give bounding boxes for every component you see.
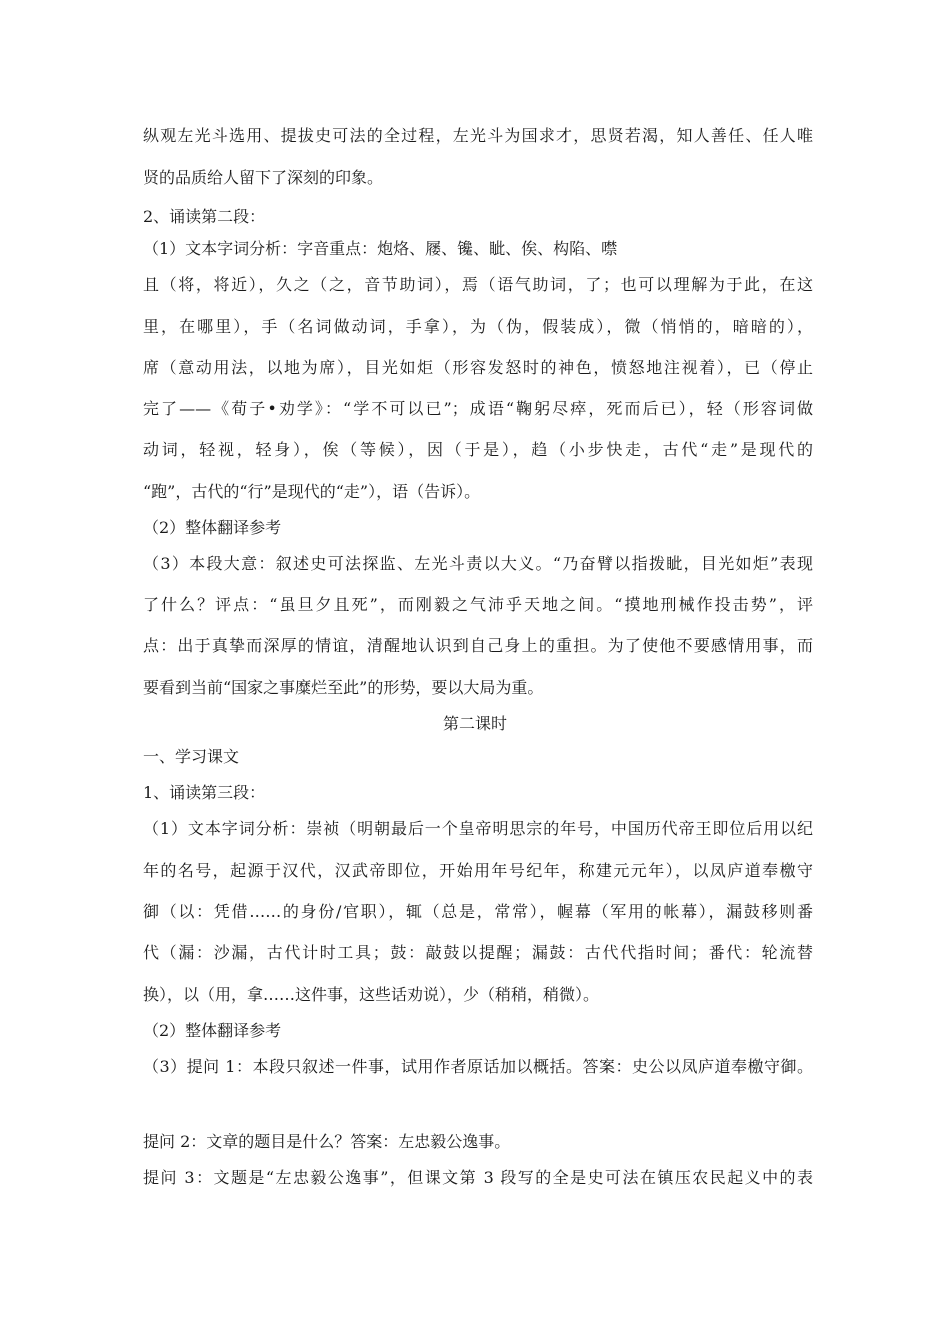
paragraph-line: 纵观左光斗选用、提拔史可法的全过程，左光斗为国求才，思贤若渴，知人善任、任人唯 (143, 126, 813, 145)
paragraph-line: （1）文本字词分析：字音重点：炮烙、屦、镵、眦、俟、构陷、噤 (143, 239, 618, 258)
paragraph-line: 完了——《荀子•劝学》：“学不可以已”；成语“鞠躬尽瘁，死而后已），轻（形容词做 (143, 399, 813, 418)
section-heading: 2、诵读第二段： (143, 207, 266, 226)
paragraph-line: 贤的品质给人留下了深刻的印象。 (143, 168, 384, 187)
paragraph-line: 席（意动用法，以地为席），目光如炬（形容发怒时的神色，愤怒地注视着），已（停止 (143, 358, 813, 377)
sub-heading: （2）整体翻译参考 (143, 1021, 282, 1040)
paragraph-line: 年的名号，起源于汉代，汉武帝即位，开始用年号纪年，称建元元年），以凤庐道奉檄守 (143, 861, 813, 880)
paragraph-line: 且（将，将近），久之（之，音节助词），焉（语气助词，了；也可以理解为于此，在这 (143, 275, 813, 294)
paragraph-line: 代（漏：沙漏，古代计时工具；鼓：敲鼓以提醒；漏鼓：古代代指时间；番代：轮流替 (143, 943, 813, 962)
paragraph-line: 点：出于真挚而深厚的情谊，清醒地认识到自己身上的重担。为了使他不要感情用事，而 (143, 636, 813, 655)
sub-heading: （2）整体翻译参考 (143, 518, 282, 537)
paragraph-line: 要看到当前“国家之事糜烂至此”的形势，要以大局为重。 (143, 678, 544, 697)
paragraph-line: “跑”，古代的“行”是现代的“走”），语（告诉）。 (143, 482, 481, 501)
paragraph-line: 动词，轻视，轻身），俟（等候），因（于是），趋（小步快走，古代“走”是现代的 (143, 440, 813, 459)
lesson-title: 第二课时 (442, 714, 507, 733)
section-heading: 一、学习课文 (143, 747, 240, 766)
paragraph-line: （1）文本字词分析：崇祯（明朝最后一个皇帝明思宗的年号，中国历代帝王即位后用以纪 (143, 819, 813, 838)
paragraph-line: 提问 3：文题是“左忠毅公逸事”，但课文第 3 段写的全是史可法在镇压农民起义中的表 (143, 1168, 813, 1187)
paragraph-line: 里，在哪里），手（名词做动词，手拿），为（伪，假装成），微（悄悄的，暗暗的）， (143, 317, 813, 336)
paragraph-line: （3）本段大意：叙述史可法探监、左光斗责以大义。“乃奋臂以指拨眦，目光如炬”表现 (143, 554, 813, 573)
paragraph-line: 御（以：凭借……的身份/官职），辄（总是，常常），幄幕（军用的帐幕），漏鼓移则番 (143, 902, 813, 921)
paragraph-line: 提问 2：文章的题目是什么？答案：左忠毅公逸事。 (143, 1132, 511, 1151)
paragraph-line: 换），以（用，拿……这件事，这些话劝说），少（稍稍，稍微）。 (143, 985, 600, 1004)
section-heading: 1、诵读第三段： (143, 783, 266, 802)
paragraph-line: （3）提问 1：本段只叙述一件事，试用作者原话加以概括。答案：史公以凤庐道奉檄守御。 (143, 1057, 813, 1076)
paragraph-line: 了什么？评点：“虽旦夕且死”，而刚毅之气沛乎天地之间。“摸地刑械作投击势”，评 (143, 595, 813, 614)
